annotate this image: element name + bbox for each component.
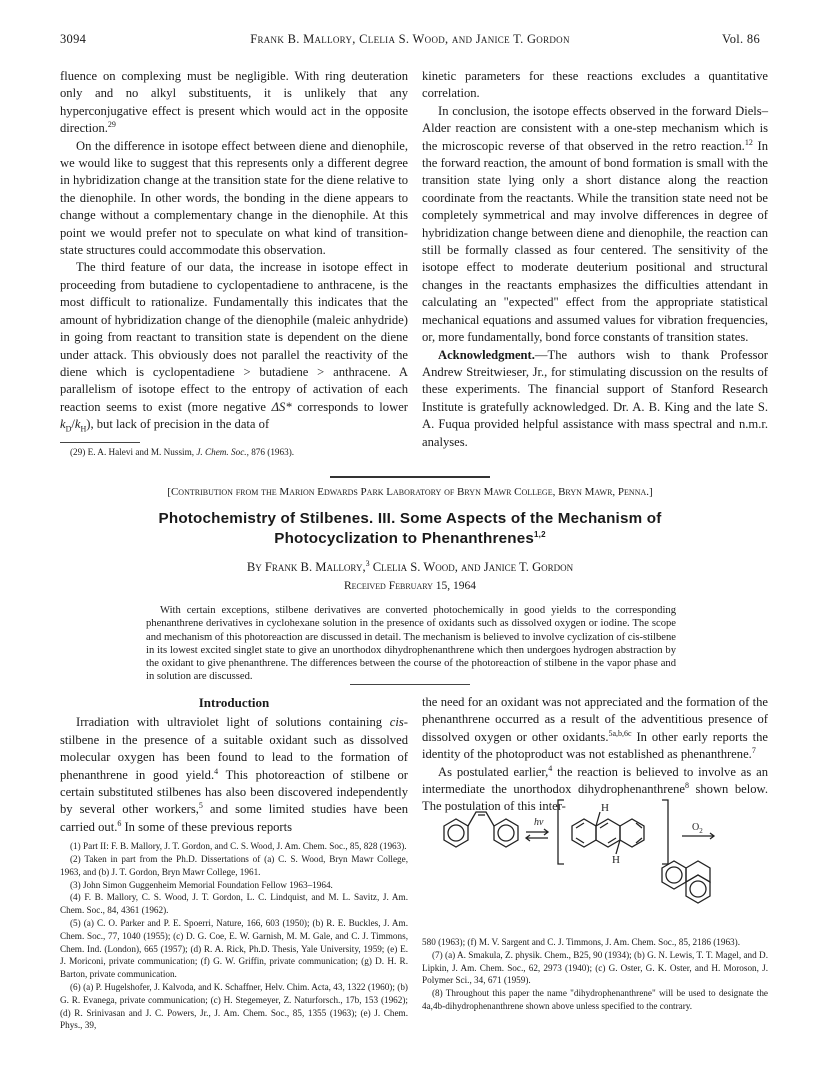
- acknowledgment: [422, 347, 768, 451]
- subscript: H: [80, 424, 87, 434]
- hydrogen-label: H: [601, 802, 609, 814]
- aromatic-circle: [448, 825, 464, 841]
- oxidant-symbol: O: [692, 822, 700, 833]
- volume-label: Vol. 86: [722, 32, 760, 46]
- paragraph-text: In conclusion, the isotope effects observed in the forward Diels–Alder reaction are consistent with a one-step mechanism which is the microscopic reverse of that observed in the retro reaction.: [422, 103, 768, 153]
- paragraph-text: -stilbene in the presence of a suitable oxidant such as dissolved molecular oxygen has been found to lead to the formation of phenanthrene in good yield.: [60, 715, 408, 782]
- paragraph-text: This photoreaction of stilbene or certain substituted stilbenes has also been discovered independently by several other workers,: [60, 767, 408, 817]
- page-number: 3094: [60, 32, 87, 46]
- rate-constant: k: [60, 417, 66, 432]
- paragraph-text: As postulated earlier,: [438, 764, 549, 779]
- ref-marker: 4: [548, 763, 553, 773]
- abstract: [146, 604, 676, 684]
- paragraph-text: In the forward reaction, the amount of bond formation is small with the transition state lying only a short distance along the reaction coordinate from the reactants. While the transition state need not be completely symmetrical and may involve differences in degree of hybridization change between diene and dienophile, the reaction can still be formally classed as four centered. The sensitivity of the isotope effect to moderate deuterium positional and structural changes in the reactants emphasizes the difficulties attendant in calculating an "expected" effect from the appropriate statistical mechanical equations and assumed values for vibration frequencies, or, more fundamentally, bond force constants of transition states.: [422, 138, 769, 345]
- footnotes-right: [422, 936, 768, 1013]
- abstract-divider: [350, 684, 470, 685]
- paragraph: [422, 694, 768, 764]
- ref-marker: 3: [365, 558, 370, 568]
- hv-label: hν: [534, 817, 544, 828]
- ref-marker: 1,2: [534, 529, 546, 539]
- acknowledgment-heading: Acknowledgment.: [438, 347, 535, 362]
- paragraph-text: the need for an oxidant was not appreciated and the formation of the phenanthrene occurred as a result of the adventitious presence of dissolved oxygen or other oxidants.: [422, 695, 768, 744]
- byline: [0, 560, 820, 575]
- article-separator: [330, 476, 490, 478]
- ring: [620, 819, 644, 847]
- article-title-line2: [0, 530, 820, 547]
- ring: [686, 861, 710, 882]
- footnote-number: (29): [70, 447, 86, 458]
- paragraph: [60, 714, 408, 836]
- ref-marker: 8: [684, 780, 689, 790]
- paragraph: On the difference in isotope effect between diene and dienophile, we would like to suggest that this represents only a different degree in hybridization change at the transition state for the diene relative to the dienophile. In other words, the bonding in the diene appears to change without a complementary change in the dienophile. At this point we would prefer not to speculate on what kind of transition-state structures could accommodate this observation.: [60, 138, 408, 258]
- footnote-text: 876 (1963).: [251, 447, 295, 458]
- ref-marker: 29: [107, 120, 116, 130]
- hydrogen-label: H: [612, 854, 620, 866]
- received-date: Received February 15, 1964: [343, 580, 477, 592]
- abstract-text: With certain exceptions, stilbene derivatives are converted photochemically in good yields to the corresponding phenanthrene derivatives in cyclohexane solution in the presence of oxidants such as dissolved oxygen or iodine. The scope and mechanism of this photoreaction are discussed in detail. The mechanism is believed to involve cyclization of cis-stilbene in its lowest excited singlet state to give an unorthodox dihydrophenanthrene which then undergoes hydrogen abstraction by the oxidant to give phenanthrene. The differences between the course of the photoreaction of stilbene in the vapor phase and in solution are discussed.: [146, 605, 676, 683]
- footnote-29: [60, 446, 408, 459]
- footnote: (4) F. B. Mallory, C. S. Wood, J. T. Gordon, L. C. Lindquist, and M. L. Savitz, J. Am. Chem. Soc., 84, 4361 (1962).: [60, 892, 408, 916]
- entropy-symbol: ΔS*: [271, 399, 292, 414]
- rate-constant: k: [74, 417, 81, 432]
- contribution-line: [Contribution from the Marion Edwards Park Laboratory of Bryn Mawr College, Bryn Mawr, Penna.]: [167, 486, 653, 498]
- oxidant-subscript: 2: [699, 827, 703, 835]
- footnote: (2) Taken in part from the Ph.D. Dissertations of (a) C. S. Wood, Bryn Mawr College, 1963, and (b) J. T. Gordon, Bryn Mawr College, 1961.: [60, 854, 408, 877]
- running-header-authors: Frank B. Mallory, Clelia S. Wood, and Janice T. Gordon: [250, 32, 570, 46]
- paragraph-text: the reaction is believed to involve as an intermediate the unorthodox dihydrophenanthrene: [422, 764, 768, 797]
- byline-prefix: By: [246, 560, 262, 574]
- acknowledgment-text: —The authors wish to thank Professor Andrew Streitwieser, Jr., for stimulating discussion on the results of these experiments. The financial support of Stanford Research Institute is gratefully acknowledged. Dr. A. B. King and the late S. A. Fuqua provided helpful assistance with mass spectral and n.m.r. analyses.: [422, 347, 768, 449]
- dihydrophenanthrene-structure: [572, 812, 644, 854]
- vinyl-bridge: [468, 812, 494, 826]
- footnotes-left: [60, 840, 408, 1032]
- paragraph-text: corresponds to lower: [291, 399, 408, 414]
- paragraph-text: fluence on complexing must be negligible. With ring deuteration only and no alkyl substituents, it is unlikely that any hyperconjugative effect is present which would act in the opposite direction.: [60, 69, 408, 136]
- ref-marker: 5: [198, 801, 203, 811]
- oxidation-arrow: [682, 833, 714, 839]
- ref-marker: 4: [214, 766, 219, 776]
- section-heading: Introduction: [198, 695, 270, 710]
- ref-marker: 5a,b,6c: [608, 728, 632, 738]
- paragraph-text: ), but lack of precision in the data of: [86, 417, 270, 432]
- ref-marker: 7: [751, 746, 756, 756]
- top-left-column: [60, 68, 408, 459]
- bracket-left: [558, 800, 564, 864]
- paragraph: [422, 103, 768, 347]
- footnote: (1) Part II: F. B. Mallory, J. T. Gordon, and C. S. Wood, J. Am. Chem. Soc., 85, 828 (1963).: [70, 841, 407, 852]
- paragraph: [60, 68, 408, 138]
- top-right-column: [422, 68, 768, 451]
- footnote: (5) (a) C. O. Parker and P. E. Spoerri, Nature, 166, 603 (1950); (b) R. E. Buckles, J. Am. Chem. Soc., 77, 1040 (1955); (c) D. G. Coe, E. W. Garnish, M. M. Gale, and C. J. Timmons, Chem. Ind. (London), 665 (1957); (d) R. A. Rick, Ph.D. Thesis, Yale University, 1959; (e) E. J. Moriconi, private communication; (f) G. W. Griffin, private communication; (g) D. H. R. Barton, private communication.: [60, 918, 408, 980]
- title-text: Photocyclization to Phenanthrenes: [274, 530, 535, 547]
- aromatic-circle: [498, 825, 514, 841]
- bracket-right: [662, 800, 668, 864]
- paragraph-text: Irradiation with ultraviolet light of solutions containing: [76, 715, 390, 730]
- journal-name: J. Chem. Soc.,: [196, 447, 249, 458]
- reaction-scheme: [430, 788, 760, 928]
- ref-marker: 6: [117, 818, 122, 828]
- paragraph-text: shown below. The postulation of this inter-: [422, 782, 768, 814]
- paragraph-text: and some limited studies have been carried out.: [60, 802, 408, 834]
- subscript: D: [65, 424, 72, 434]
- footnote: 580 (1963); (f) M. V. Sargent and C. J. Timmons, J. Am. Chem. Soc., 85, 2186 (1963).: [422, 937, 741, 947]
- cis-stilbene-structure: [444, 812, 518, 847]
- footnote: (6) (a) P. Hugelshofer, J. Kalvoda, and K. Schaffner, Helv. Chim. Acta, 43, 1322 (1960); (b) G. R. Evanega, private communication; (c) H. Stegemeyer, Z. Naturforsch., 17b, 153 (1962); (d) R. Srinivasan and J. C. Powers, Jr., J. Am. Chem. Soc., 85, 1355 (1963); (e) J. Chem. Phys., 39,: [60, 982, 408, 1031]
- footnote-divider: [60, 442, 140, 443]
- paragraph: The third feature of our data, the increase in isotope effect in proceeding from butadiene to cyclopentadiene to anthracene, is the most difficult to rationalize. Fundamentally this indicates that the amount of hybridization change of the dienophile (maleic anhydride) in going from reactant to transition state is dependent on the diene under attack. This obviously does not parallel the reactivity of the diene which is cyclopentadiene > butadiene > anthracene. A parallelism of isotope effect to the entropy of activation of each reaction seems to exist (more negative ΔS* corresponds to lower $k_D/k_H$), but lack of precision in the data of: [60, 260, 408, 434]
- footnote: (3) John Simon Guggenheim Memorial Foundation Fellow 1963–1964.: [70, 879, 333, 890]
- paragraph-text: The third feature of our data, the increase in isotope effect in proceeding from butadiene to cyclopentadiene to anthracene, is the most difficult to rationalize. Fundamentally this indicates that the amount of hybridization change of the dienophile (maleic anhydride) in going from reactant to transition state is dependent on the diene under attack. This obviously does not parallel the reactivity of the diene which is cyclopentadiene > butadiene > anthracene. A parallelism of isotope effect to the entropy of activation of each reaction seems to exist (more negative: [60, 260, 408, 414]
- footnote: (8) Throughout this paper the name "dihydrophenanthrene" will be used to designate the 4a,4b-dihydrophenanthrene shown above unless specified to the contrary.: [422, 988, 768, 1011]
- phenanthrene-structure: [662, 861, 710, 903]
- author-name: Frank B. Mallory,: [264, 560, 366, 574]
- oxidant-label: [692, 822, 703, 835]
- footnote: (7) (a) A. Smakula, Z. physik. Chem., B25, 90 (1934); (b) G. N. Lewis, T. T. Magel, and D. Lipkin, J. Am. Chem. Soc., 62, 2973 (1940); (c) G. Oster, G. K. Oster, and H. Moroson, J. Polymer Sci., 34, 671 (1959).: [422, 949, 768, 986]
- ref-marker: 12: [744, 137, 753, 147]
- paragraph: kinetic parameters for these reactions excludes a quantitative correlation.: [422, 69, 768, 101]
- footnote-text: E. A. Halevi and M. Nussim,: [87, 447, 195, 458]
- author-names: Clelia S. Wood, and Janice T. Gordon: [372, 560, 574, 574]
- intro-left-column: [60, 694, 408, 1032]
- equilibrium-arrows: [526, 829, 548, 841]
- article-title-line1: Photochemistry of Stilbenes. III. Some Aspects of the Mechanism of: [158, 510, 662, 527]
- paragraph-text: In some of these previous reports: [121, 819, 293, 834]
- paragraph-text: In other early reports the identity of the photoproduct was not established as phenanthrene.: [422, 729, 768, 762]
- italic-term: cis: [389, 715, 404, 730]
